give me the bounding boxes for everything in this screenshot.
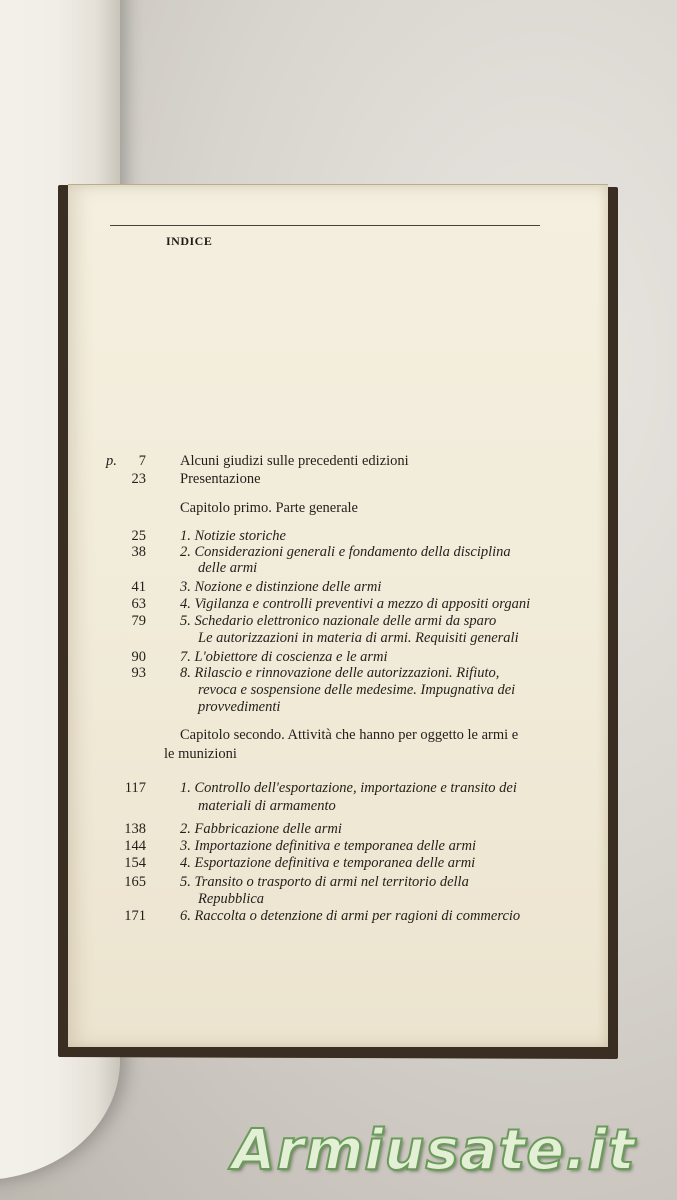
toc-page: 25 [131, 528, 146, 544]
toc-page: 117 [124, 780, 146, 796]
toc-page: 154 [124, 855, 146, 871]
toc-page: 7 [138, 453, 146, 469]
toc-page: 41 [131, 579, 146, 595]
toc-text: 3. Nozione e distinzione delle armi [180, 579, 382, 595]
watermark-logo: Armiusate.it [232, 1118, 636, 1183]
toc-page: 138 [124, 821, 146, 837]
toc-text: 2. Considerazioni generali e fondamento della disciplina [180, 544, 511, 560]
toc-text: materiali di armamento [198, 798, 336, 814]
toc-text: provvedimenti [198, 699, 281, 715]
toc-page: 38 [131, 544, 146, 560]
toc-text: 8. Rilascio e rinnovazione delle autorizzazioni. Rifiuto, [180, 665, 500, 681]
toc-text: revoca e sospensione delle medesime. Impugnativa dei [198, 682, 516, 698]
toc-text: 5. Transito o trasporto di armi nel territorio della [180, 874, 469, 890]
toc-page: 23 [131, 471, 146, 487]
toc-page: 171 [124, 908, 146, 924]
toc-text: delle armi [198, 560, 258, 576]
toc-text: Capitolo secondo. Attività che hanno per oggetto le armi e [180, 727, 519, 743]
toc-text: 1. Notizie storiche [180, 528, 286, 544]
toc-text: 4. Vigilanza e controlli preventivi a mezzo di appositi organi [180, 596, 531, 612]
toc-text: Alcuni giudizi sulle precedenti edizioni [180, 453, 409, 469]
toc-text: le munizioni [164, 746, 237, 762]
toc-text: 3. Importazione definitiva e temporanea delle armi [180, 838, 476, 854]
toc-page: 79 [131, 613, 146, 629]
toc-text: 5. Schedario elettronico nazionale delle armi da sparo [180, 613, 497, 629]
toc-text: Le autorizzazioni in materia di armi. Requisiti generali [198, 630, 519, 646]
toc-text: 2. Fabbricazione delle armi [180, 821, 342, 837]
toc-text: Repubblica [198, 891, 265, 907]
toc-text: Capitolo primo. Parte generale [180, 500, 358, 516]
toc-text: 4. Esportazione definitiva e temporanea delle armi [180, 855, 476, 871]
toc-text: 6. Raccolta o detenzione di armi per ragioni di commercio [180, 908, 521, 924]
page-prefix: p. [106, 453, 117, 469]
toc-text: 1. Controllo dell'esportazione, importazione e transito dei [180, 780, 517, 796]
toc-page: 63 [131, 596, 146, 612]
toc-text: Presentazione [180, 471, 261, 487]
toc-page: 90 [131, 649, 146, 665]
book-page [68, 184, 608, 1047]
toc-text: 7. L'obiettore di coscienza e le armi [180, 649, 388, 665]
toc-page: 144 [124, 838, 146, 854]
toc-page: 93 [131, 665, 146, 681]
toc-page: 165 [124, 874, 146, 890]
header-rule [110, 225, 540, 226]
page-title: INDICE [166, 234, 213, 248]
